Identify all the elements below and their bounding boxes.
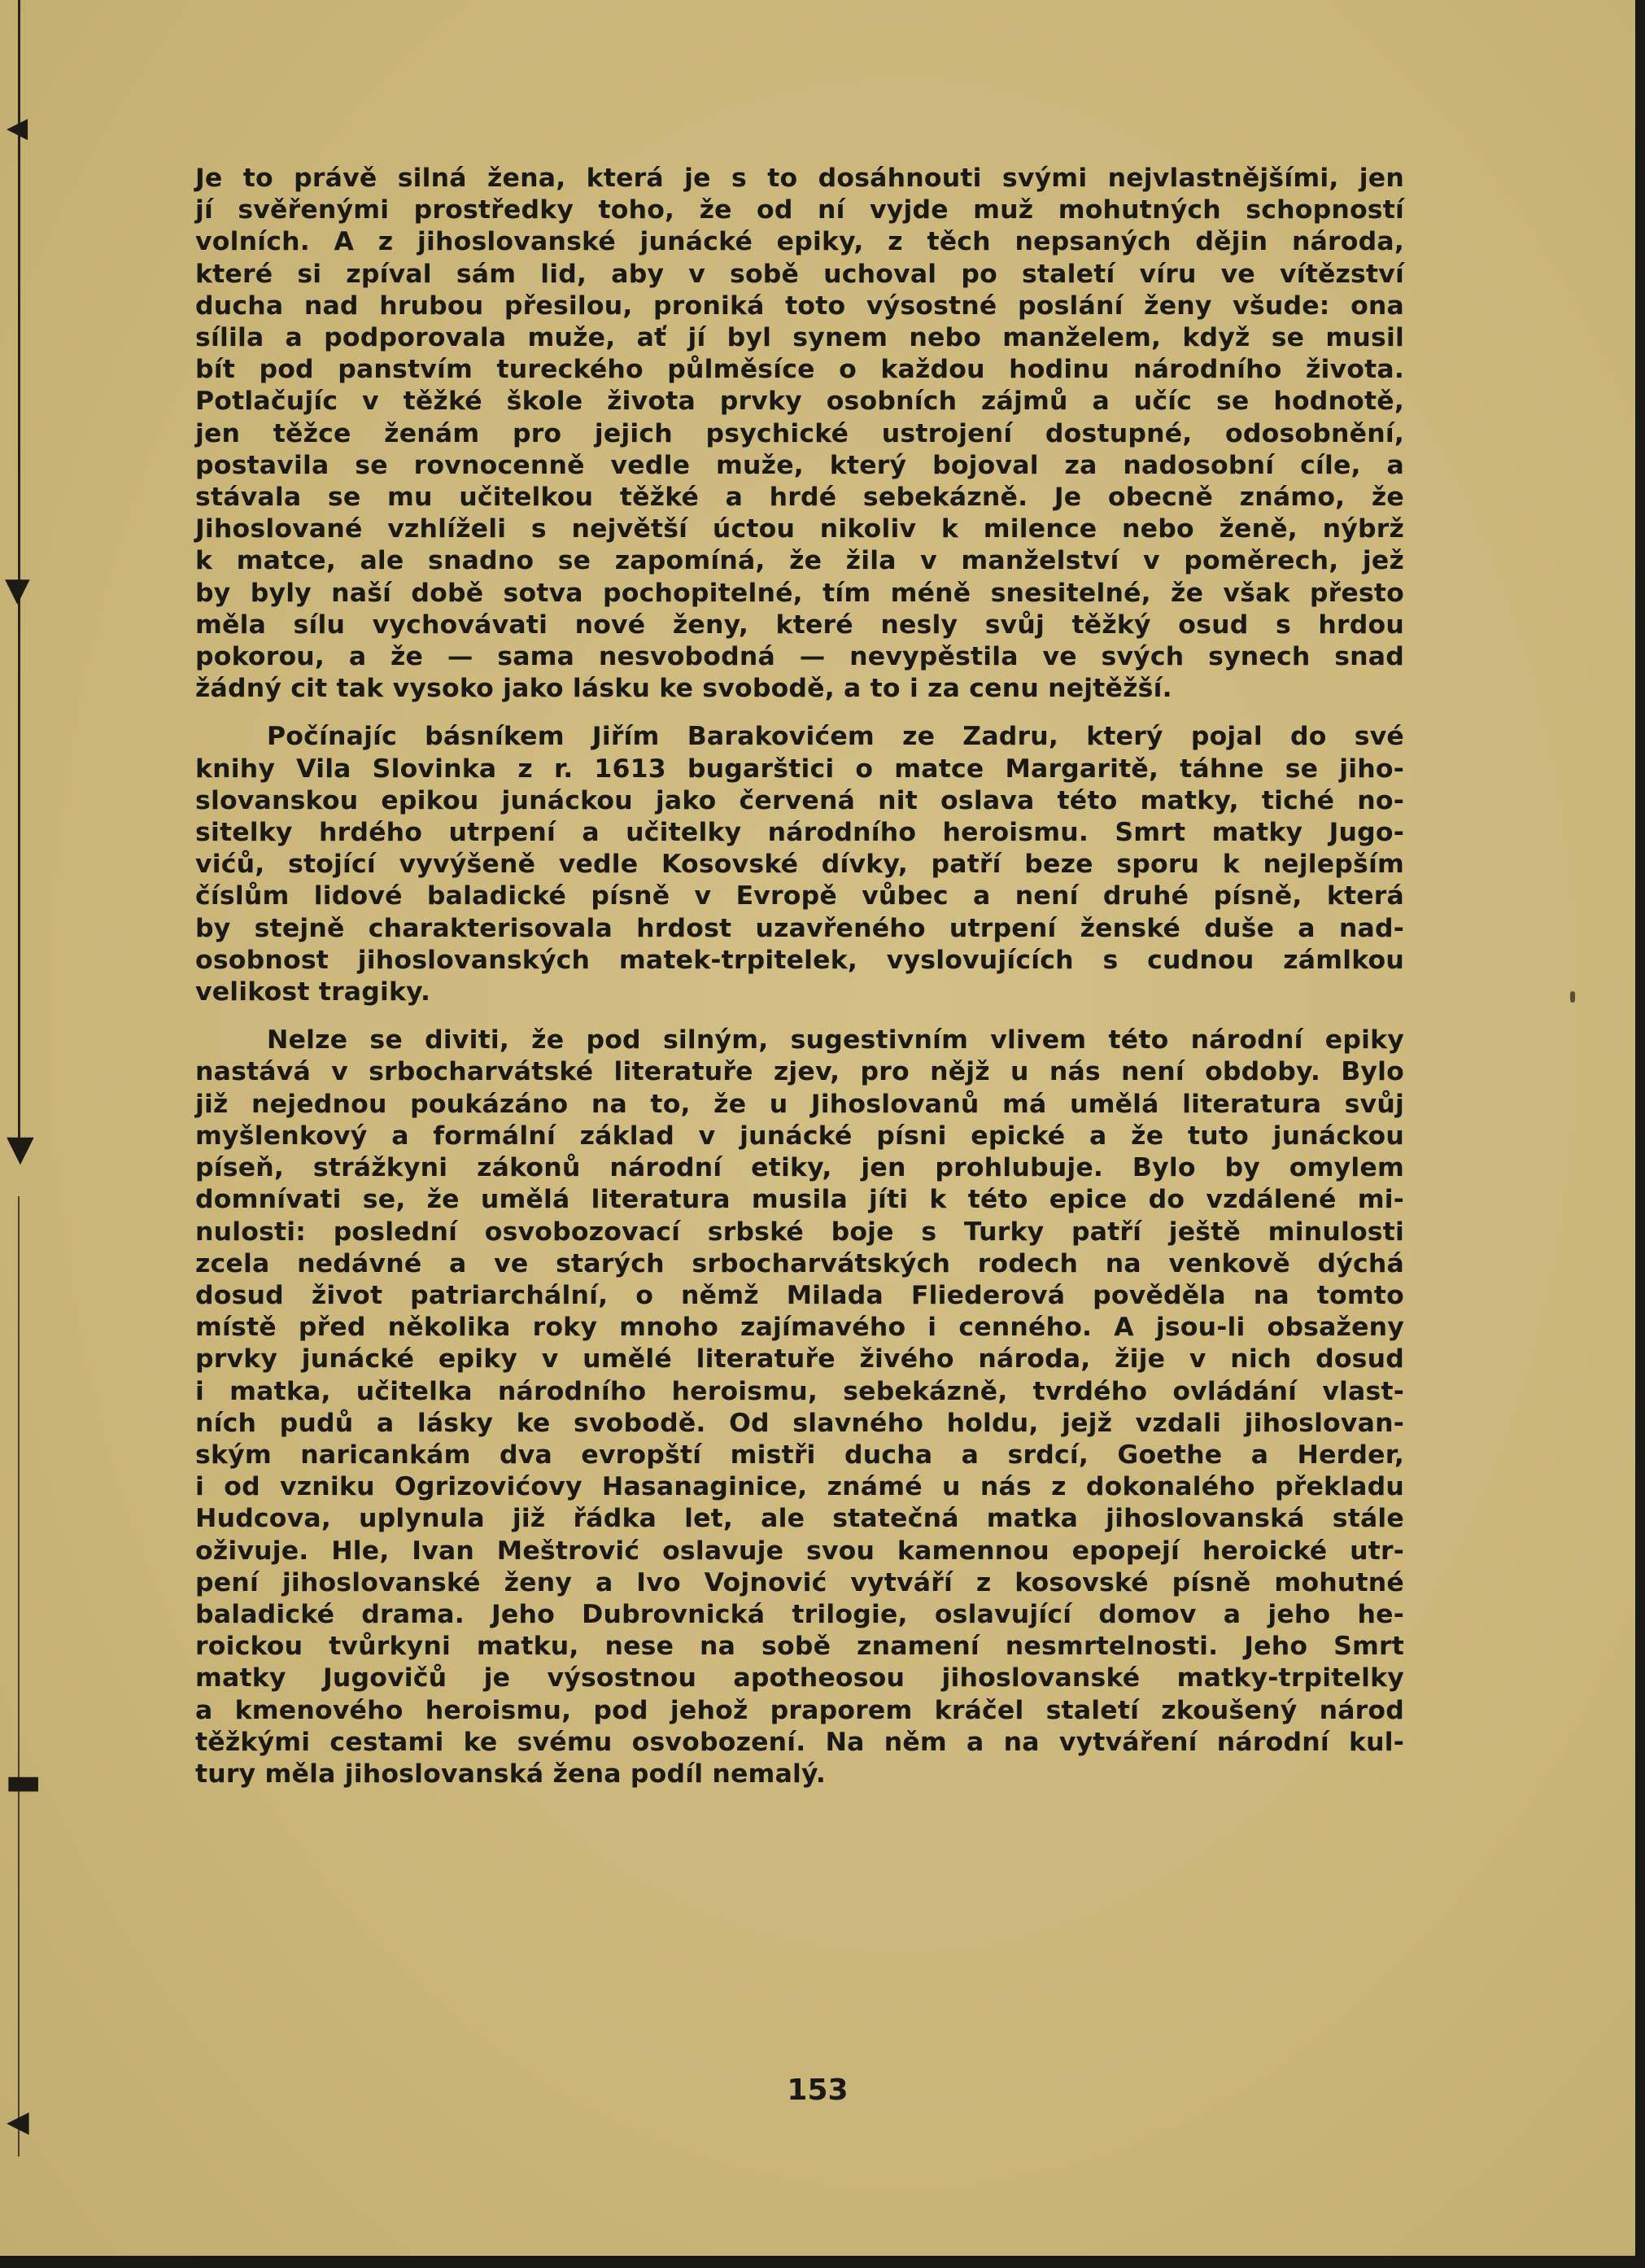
text-line: místě před několika roky mnoho zajímavého i cenného. A jsou-li obsaženy xyxy=(195,1313,1404,1343)
text-line: Počínajíc básníkem Jiřím Barakovićem ze Zadru, který pojal do své xyxy=(267,722,1404,752)
text-line: by stejně charakterisovala hrdost uzavřeného utrpení ženské duše a nad- xyxy=(195,913,1404,943)
text-line: tury měla jihoslovanská žena podíl nemalý. xyxy=(195,1759,827,1789)
paper-speck xyxy=(1570,991,1575,1003)
text-line: již nejednou poukázáno na to, že u Jihoslovanů má umělá literatura svůj xyxy=(195,1089,1404,1119)
text-line: velikost tragiky. xyxy=(195,977,431,1007)
text-line: Je to právě silná žena, která je s to dosáhnouti svými nejvlastnějšími, jen xyxy=(195,164,1404,193)
text-line: Nelze se diviti, že pod silným, sugestivním vlivem této národní epiky xyxy=(267,1025,1404,1055)
text-line: postavila se rovnocenně vedle muže, který bojoval za nadosobní cíle, a xyxy=(195,450,1404,480)
text-line: sílila a podporovala muže, ať jí byl synem nebo manželem, když se musil xyxy=(195,323,1404,353)
text-line: sitelky hrdého utrpení a učitelky národního heroismu. Smrt matky Jugo- xyxy=(195,818,1404,848)
text-line: ducha nad hrubou přesilou, proniká toto výsostné poslání ženy všude: ona xyxy=(195,291,1404,321)
text-line: knihy Vila Slovinka z r. 1613 bugarštici o matce Margaritě, táhne se jiho- xyxy=(195,754,1404,784)
text-line: bít pod panstvím tureckého půlměsíce o každou hodinu národního života. xyxy=(195,355,1404,385)
text-line: Jihoslované vzhlíželi s největší úctou nikoliv k milence nebo ženě, nýbrž xyxy=(195,514,1404,544)
text-line: baladické drama. Jeho Dubrovnická trilogie, oslavující domov a jeho he- xyxy=(195,1599,1404,1629)
text-line: k matce, ale snadno se zapomíná, že žila v manželství v poměrech, jež xyxy=(195,546,1404,576)
binding-edge-lower xyxy=(18,1196,20,2157)
text-line: i matka, učitelka národního heroismu, sebekázně, tvrdého ovládání vlast- xyxy=(195,1376,1404,1406)
paragraph xyxy=(195,163,1404,705)
text-line: a kmenového heroismu, pod jehož praporem kráčel staletí zkoušený národ xyxy=(195,1695,1404,1725)
text-line: vićů, stojící vyvýšeně vedle Kosovské dívky, patří beze sporu k nejlepším xyxy=(195,850,1404,880)
text-line: pení jihoslovanské ženy a Ivo Vojnović vytváří z kosovské písně mohutné xyxy=(195,1567,1404,1597)
text-line: stávala se mu učitelkou těžké a hrdé sebekázně. Je obecně známo, že xyxy=(195,483,1404,513)
text-line: Hudcova, uplynula již řádka let, ale statečná matka jihoslovanská stále xyxy=(195,1504,1404,1534)
text-line: oživuje. Hle, Ivan Meštrović oslavuje svou kamennou epopejí heroické utr- xyxy=(195,1536,1404,1566)
text-line: myšlenkový a formální základ v junácké písni epické a že tuto junáckou xyxy=(195,1121,1404,1151)
text-line: píseň, strážkyni zákonů národní etiky, jen prohlubuje. Bylo by omylem xyxy=(195,1153,1404,1183)
text-line: osobnost jihoslovanských matek-trpitelek, vyslovujících s cudnou zámlkou xyxy=(195,945,1404,975)
text-line: jen těžce ženám pro jejich psychické ustrojení dostupné, odosobnění, xyxy=(195,418,1404,448)
text-line: měla sílu vychovávati nové ženy, které nesly svůj těžký osud s hrdou xyxy=(195,610,1404,640)
binding-tick-mark: ▼ xyxy=(7,1128,34,1169)
text-line: slovanskou epikou junáckou jako červená nit oslava této matky, tiché no- xyxy=(195,785,1404,815)
text-line: domnívati se, že umělá literatura musila jíti k této epice do vzdálené mi- xyxy=(195,1185,1404,1215)
paragraph xyxy=(195,1025,1404,1790)
text-line: Potlačujíc v těžké škole života prvky osobních zájmů a učíc se hodnotě, xyxy=(195,387,1404,417)
text-line: ským naricankám dva evropští mistři ducha a srdcí, Goethe a Herder, xyxy=(195,1440,1404,1470)
page-number: 153 xyxy=(787,2074,849,2107)
text-line: těžkými cestami ke svému osvobození. Na něm a na vytváření národní kul- xyxy=(195,1727,1404,1757)
text-line: volních. A z jihoslovanské junácké epiky, z těch nepsaných dějin národa, xyxy=(195,227,1404,257)
text-line: matky Jugovičů je výsostnou apotheosou jihoslovanské matky-trpitelky xyxy=(195,1663,1404,1693)
binding-tick-mark: ◀ xyxy=(7,2105,29,2139)
text-line: nastává v srbocharvátské literatuře zjev, pro nějž u nás není obdoby. Bylo xyxy=(195,1057,1404,1087)
text-line: roickou tvůrkyni matku, nese na sobě znamení nesmrtelnosti. Jeho Smrt xyxy=(195,1632,1404,1662)
binding-tick-mark: ▼ xyxy=(5,571,30,609)
text-line: prvky junácké epiky v umělé literatuře živého národa, žije v nich dosud xyxy=(195,1344,1404,1374)
body-text xyxy=(195,163,1404,1790)
text-line: jí svěřenými prostředky toho, že od ní vyjde muž mohutných schopností xyxy=(195,195,1404,225)
binding-tick-mark: ▬ xyxy=(5,1759,42,1804)
text-line: dosud život patriarchální, o němž Milada Fliederová pověděla na tomto xyxy=(195,1280,1404,1310)
text-line: číslům lidové baladické písně v Evropě vůbec a není druhé písně, která xyxy=(195,881,1404,911)
text-line: by byly naší době sotva pochopitelné, tím méně snesitelné, že však přesto xyxy=(195,578,1404,608)
text-line: i od vzniku Ogrizovićovy Hasanaginice, známé u nás z dokonalého překladu xyxy=(195,1472,1404,1502)
text-line: žádný cit tak vysoko jako lásku ke svobodě, a to i za cenu nejtěžší. xyxy=(195,674,1172,704)
text-line: ních pudů a lásky ke svobodě. Od slavného holdu, jejž vzdali jihoslovan- xyxy=(195,1408,1404,1438)
binding-tick-mark: ◀ xyxy=(7,111,28,144)
paragraph xyxy=(195,721,1404,1008)
text-line: zcela nedávné a ve starých srbocharvátských rodech na venkově dýchá xyxy=(195,1248,1404,1278)
text-line: které si zpíval sám lid, aby v sobě uchoval po staletí víru ve vítězství xyxy=(195,259,1404,289)
text-line: nulosti: poslední osvobozovací srbské boje s Turky patří ještě minulosti xyxy=(195,1217,1404,1247)
text-line: pokorou, a že — sama nesvobodná — nevypěstila ve svých synech snad xyxy=(195,642,1404,672)
